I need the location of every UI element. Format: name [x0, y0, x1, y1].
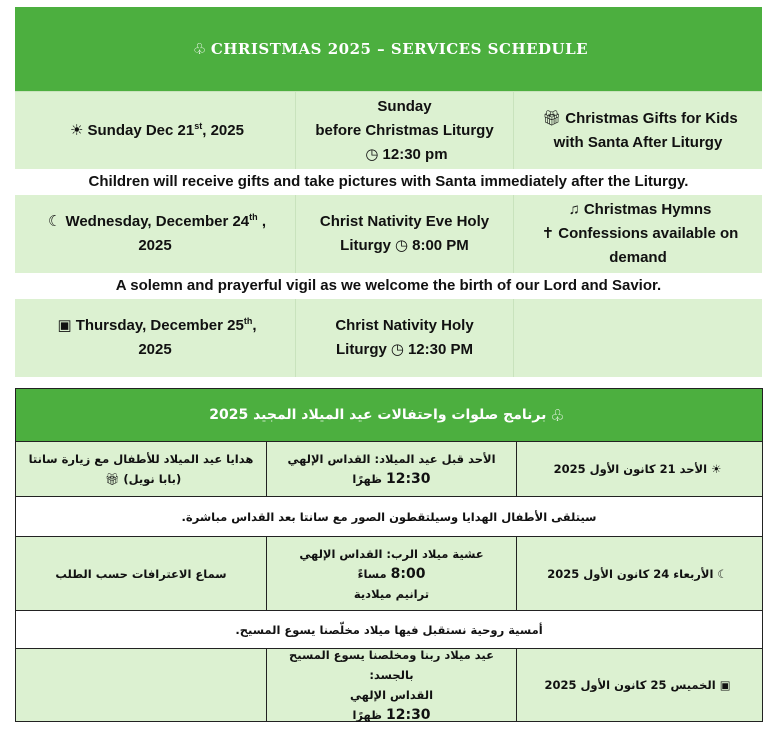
english-row-1-date-sup: st	[194, 120, 203, 131]
english-row-3-date-sup: th	[243, 316, 253, 326]
music-notes-icon: ♫	[568, 201, 580, 218]
arabic-row-1-notes-text: هدايا عيد الميلاد للأطفال مع زيارة سانتا (بابا نويل)	[28, 452, 254, 486]
arabic-row-3-notes	[16, 648, 266, 721]
moon-icon: ☾	[48, 213, 62, 230]
arabic-banner-2-text: أمسية روحية نستقبل فيها ميلاد مخلّصنا يسوع المسيح.	[235, 622, 543, 637]
arabic-row-3-service	[266, 648, 516, 721]
english-row-1-service	[295, 91, 513, 169]
arabic-row-2-date	[516, 536, 762, 610]
english-row-2-service-time: 8:00 PM	[412, 237, 469, 254]
english-row-3-date-main: Thursday, December 25	[75, 317, 244, 334]
fireplace-icon: ▣	[57, 317, 72, 334]
english-row-2-date	[15, 195, 295, 273]
arabic-row-3-date	[516, 648, 762, 721]
english-row-2-service-line1: Christ Nativity Eve Holy	[319, 213, 490, 230]
arabic-row-3-service-line1: عيد ميلاد ربنا ومخلصنا يسوع المسيح بالجسد:	[289, 648, 494, 682]
english-row-2-notes-line3: demand	[609, 249, 667, 266]
english-banner-2	[15, 273, 762, 299]
arabic-banner-2	[16, 610, 762, 648]
english-row-2-notes	[513, 195, 762, 273]
christmas-tree-icon: ♧	[550, 405, 565, 425]
christmas-tree-icon: ♧	[192, 40, 207, 58]
english-banner-1	[15, 169, 762, 195]
arabic-row-1-notes	[16, 441, 266, 496]
english-row-3-date-line2: 2025	[138, 341, 172, 358]
cross-icon: ✝	[541, 225, 555, 242]
arabic-row-3-date-text: الخميس 25 كانون الأول 2025	[544, 678, 716, 692]
english-row-2-notes-line1: Christmas Hymns	[583, 201, 712, 218]
arabic-row-1-service	[266, 441, 516, 496]
english-row-3-date	[15, 299, 295, 377]
english-schedule-table	[15, 7, 762, 377]
arabic-row-2-service-time-label: مساءً	[357, 566, 387, 581]
english-row-1-notes-line2: with Santa After Liturgy	[553, 133, 723, 151]
english-row-3-date-tail: ,	[252, 317, 257, 334]
english-banner-2-text: A solemn and prayerful vigil as we welcome the birth of our Lord and Savior.	[115, 277, 662, 294]
arabic-row-2-service-line3: ترانيم ميلادية	[353, 586, 430, 601]
arabic-row-2-service	[266, 536, 516, 610]
english-row-1-service-line2: before Christmas Liturgy	[315, 121, 494, 139]
clock-icon: ◷	[365, 145, 379, 163]
arabic-row-3-service-line2: القداس الإلهي	[349, 688, 434, 702]
moon-icon: ☾	[717, 566, 728, 581]
english-row-2-date-tail: ,	[257, 213, 266, 230]
english-banner-1-text: Children will receive gifts and take pictures with Santa immediately after the Liturgy.	[88, 173, 689, 190]
arabic-schedule-table	[15, 388, 763, 722]
clock-icon: ◷	[395, 237, 409, 254]
english-row-2-date-main: Wednesday, December 24	[65, 213, 250, 230]
arabic-row-1-date	[516, 441, 762, 496]
arabic-row-2-service-line1: عشية ميلاد الرب: القداس الإلهي	[299, 546, 484, 561]
arabic-row-2-notes-text: سماع الاعترافات حسب الطلب	[55, 566, 227, 581]
sun-icon: ☀	[711, 462, 722, 476]
english-row-1-service-line1: Sunday	[377, 97, 432, 115]
arabic-row-2-notes	[16, 536, 266, 610]
english-row-2-notes-line2: Confessions available on	[558, 225, 739, 242]
gift-icon: 🎁︎	[542, 109, 562, 127]
arabic-row-1-date-text: الأحد 21 كانون الأول 2025	[553, 462, 708, 476]
english-title-bar	[15, 7, 762, 91]
english-row-2-date-sup: th	[249, 212, 258, 222]
arabic-row-3-service-time: 12:30	[385, 707, 431, 723]
arabic-row-2-service-time: 8:00	[390, 565, 426, 582]
english-row-3-service-time: 12:30 PM	[407, 341, 473, 358]
arabic-row-1-service-line1: الأحد قبل عيد الميلاد: القداس الإلهي	[287, 452, 496, 466]
fireplace-icon: ▣	[719, 678, 731, 692]
english-row-3-notes	[513, 299, 762, 377]
arabic-banner-1	[16, 496, 762, 536]
arabic-row-3-service-time-label: ظهرًا	[352, 708, 382, 722]
english-row-1-service-time: 12:30 pm	[382, 145, 448, 163]
arabic-row-1-service-time: 12:30	[385, 471, 431, 487]
english-row-3-service	[295, 299, 513, 377]
english-row-1-notes	[513, 91, 762, 169]
clock-icon: ◷	[390, 341, 404, 358]
english-title: CHRISTMAS 2025 – SERVICES SCHEDULE	[210, 40, 589, 58]
arabic-title: برنامج صلوات واحتفالات عيد الميلاد المجيد 2025	[209, 407, 547, 423]
english-row-1-date	[15, 91, 295, 169]
english-row-1-date-tail: , 2025	[202, 121, 244, 139]
arabic-row-1-service-time-label: ظهرًا	[352, 472, 382, 486]
arabic-title-bar	[16, 389, 762, 441]
gift-icon: 🎁︎	[104, 472, 120, 486]
arabic-banner-1-text: سيتلقى الأطفال الهدايا وسيلتقطون الصور مع سانتا بعد القداس مباشرة.	[181, 509, 597, 524]
arabic-row-2-date-text: الأربعاء 24 كانون الأول 2025	[547, 566, 714, 581]
sun-icon: ☀	[70, 121, 84, 139]
english-row-2-date-line2: 2025	[138, 237, 172, 254]
english-row-3-service-line2: Liturgy	[336, 341, 387, 358]
english-row-1-notes-line1: Christmas Gifts for Kids	[565, 109, 738, 127]
english-row-1-date-main: Sunday Dec 21	[87, 121, 195, 139]
english-row-2-service	[295, 195, 513, 273]
english-row-3-service-line1: Christ Nativity Holy	[335, 317, 474, 334]
english-row-2-service-line2: Liturgy	[340, 237, 392, 254]
